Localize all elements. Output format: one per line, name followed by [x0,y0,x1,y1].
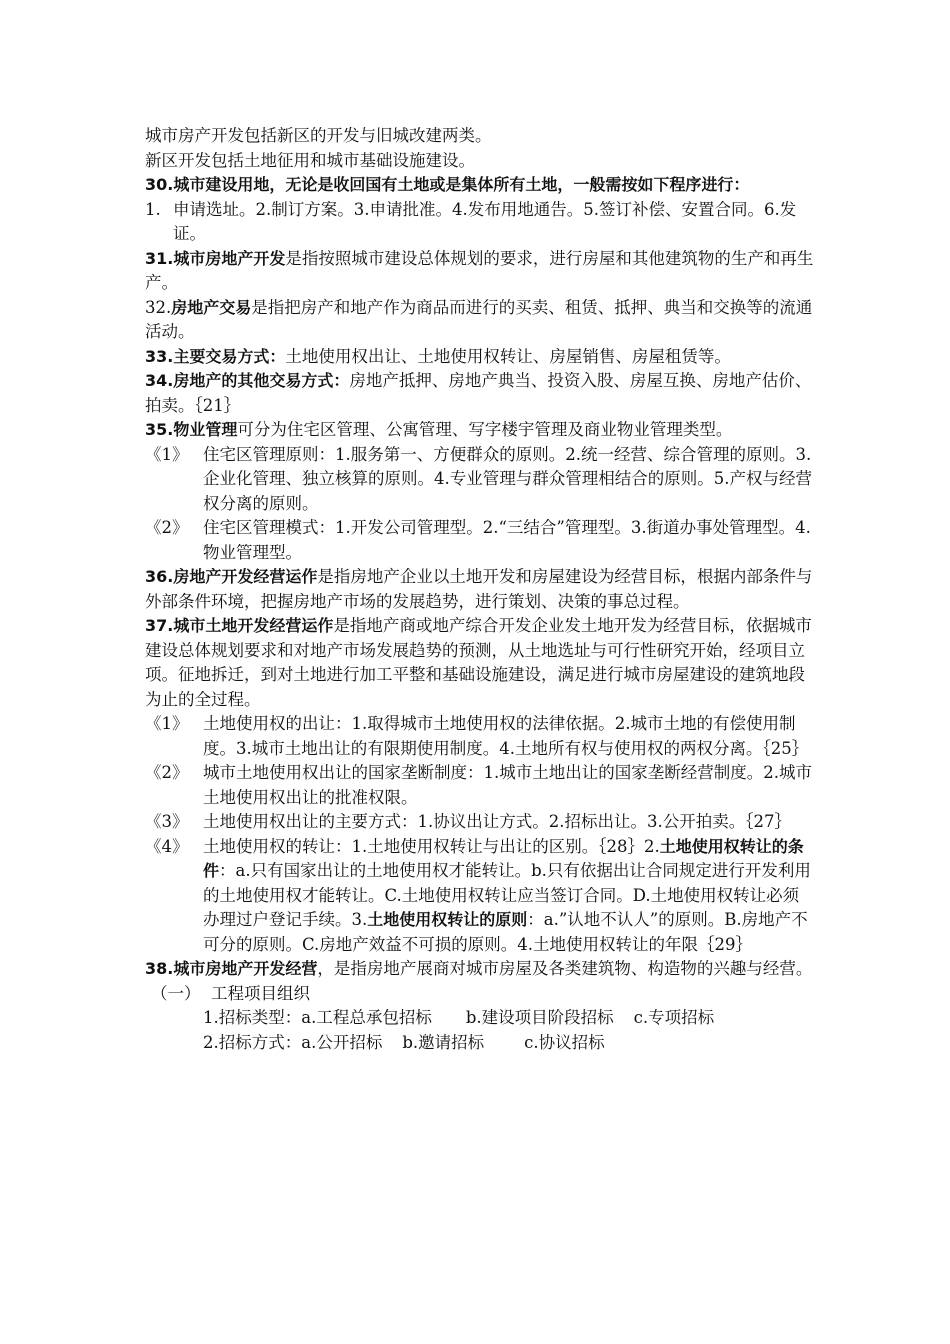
definition-text: 是指把房产和地产作为商品而进行的买卖、租赁、抵押、典当和交换等的流通活动。 [145,297,813,341]
line-label: 2.招标方式： [203,1032,302,1052]
item-text: 住宅区管理原则：1.服务第一、方便群众的原则。2.统一经营、综合管理的原则。3.企业化管理、独立核算的原则。4.专业管理与群众管理相结合的原则。5.产权与经营权分离的原则。 [203,444,812,513]
section-38 [145,957,815,982]
bold-term: 房地产交易 [171,297,252,317]
sub-item [145,516,815,565]
definition-text: ，是指房地产展商对城市房屋及各类建筑物、构造物的兴趣与经营。 [317,959,813,978]
section-36 [145,565,815,614]
bold-term: 土地使用权转让的原则 [367,910,528,929]
definition-text: 房地产抵押、房地产典当、投资入股、房屋互换、房地产估价、拍卖。｛21｝ [145,371,812,415]
item-marker: 1. [145,199,161,219]
option-c: c.专项招标 [633,1008,715,1027]
option-a: a.公开招标 [301,1032,383,1052]
sub-item [145,712,815,761]
text-line: 城市房产开发包括新区的开发与旧城改建两类。 [145,126,492,145]
option-a: a.工程总承包招标 [301,1008,432,1027]
bold-term: 31.城市房地产开发 [145,248,286,268]
section-number: 32. [145,297,172,317]
text-run: ：a.”认地不认人”的原则。B.房地产不可分的原则。C.房地产效益不可损的原则。4.土地使用权转让的年限｛29｝ [203,910,808,954]
bold-term: 36.房地产开发经营运作 [145,567,318,586]
item-text [203,835,815,958]
text-run: 土地使用权的转让：1.土地使用权转让与出让的区别。｛28｝2. [203,836,660,856]
item-text: 城市土地使用权出让的国家垄断制度：1.城市土地出让的国家垄断经营制度。2.城市土地使用权出让的批准权限。 [203,763,812,807]
definition-text: 土地使用权出让、土地使用权转让、房屋销售、房屋租赁等。 [285,346,731,366]
item-text: 土地使用权出让的主要方式：1.协议出让方式。2.招标出让。3.公开拍卖。｛27｝ [203,812,791,831]
document-page [145,124,815,1055]
tender-type-line [145,1006,815,1031]
option-c: c.协议招标 [524,1032,605,1052]
section-37 [145,614,815,712]
text-line: 新区开发包括土地征用和城市基础设施建设。 [145,150,475,170]
bold-term: 34.房地产的其他交易方式： [145,371,350,390]
tender-method-line [145,1031,815,1056]
sub-item [145,443,815,517]
item-text: 申请选址。2.制订方案。3.申请批准。4.发布用地通告。5.签订补偿、安置合同。6.发证。 [173,199,797,243]
option-b: b.邀请招标 [402,1032,485,1052]
definition-text: 是指按照城市建设总体规划的要求，进行房屋和其他建筑物的生产和再生产。 [145,248,814,292]
text-run: ：a.只有国家出让的土地使用权才能转让。b.只有依据出让合同规定进行开发利用的土地使用权才能转让。C.土地使用权转让应当签订合同。D.土地使用权转让必须办理过户登记手续。3. [203,861,811,929]
subsection-marker: （一） [151,983,201,1003]
item-marker: 《2》 [145,763,189,782]
item-marker: 《1》 [145,444,189,464]
item-marker: 《3》 [145,812,189,831]
section-35 [145,418,815,443]
bold-term: 37.城市土地开发经营运作 [145,616,334,635]
numbered-item [145,198,815,247]
line-label: 1.招标类型： [203,1008,302,1027]
section-32 [145,296,815,345]
subsection-title: 工程项目组织 [211,983,310,1003]
item-marker: 《2》 [145,518,189,537]
bold-term: 33.主要交易方式： [145,346,286,366]
section-31 [145,247,815,296]
subsection-heading [145,982,815,1007]
sub-item [145,835,815,958]
item-marker: 《4》 [145,836,189,856]
item-text: 土地使用权的出让：1.取得城市土地使用权的法律依据。2.城市土地的有偿使用制度。3.城市土地出让的有限期使用制度。4.土地所有权与使用权的两权分离。｛25｝ [203,714,809,758]
definition-text: 是指房地产企业以土地开发和房屋建设为经营目标，根据内部条件与外部条件环境，把握房地产市场的发展趋势，进行策划、决策的事总过程。 [145,567,813,611]
section-34 [145,369,815,418]
section-33 [145,345,815,370]
section-30-heading [145,173,815,198]
item-marker: 《1》 [145,714,189,733]
definition-text: 可分为住宅区管理、公寓管理、写字楼宇管理及商业物业管理类型。 [237,420,733,439]
option-b: b.建设项目阶段招标 [465,1008,614,1027]
bold-term: 30.城市建设用地，无论是收回国有土地或是集体所有土地，一般需按如下程序进行： [145,175,750,194]
item-text: 住宅区管理模式：1.开发公司管理型。2.“三结合”管理型。3.街道办事处管理型。4.物业管理型。 [203,518,811,562]
bold-term: 35.物业管理 [145,420,238,439]
bold-term: 38.城市房地产开发经营 [145,959,318,978]
sub-item [145,761,815,810]
sub-item [145,810,815,835]
bold-term: 土地使用权转让的条件 [203,836,804,880]
definition-text: 是指地产商或地产综合开发企业发土地开发为经营目标，依据城市建设总体规划要求和对地产市场发展趋势的预测，从土地选址与可行性研究开始，经项目立项。征地拆迁，到对土地进行加工平整和基础设施建设，满足进行城市房屋建设的建筑地段为止的全过程。 [145,616,812,709]
